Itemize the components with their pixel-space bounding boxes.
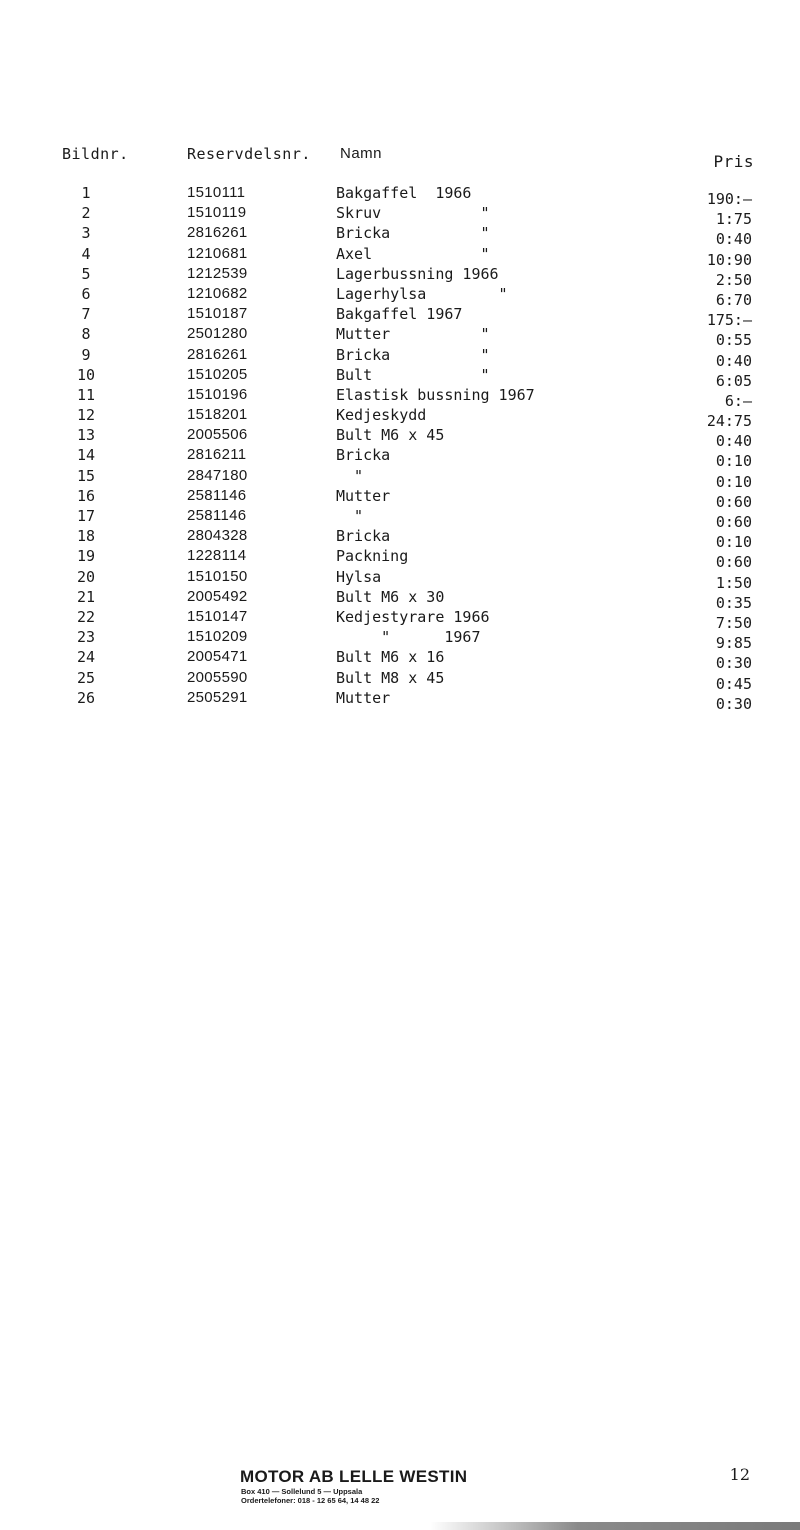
table-row [0,345,800,370]
namn-cell: Bult M6 x 16 [336,648,445,667]
pris-cell: 6:— [724,391,752,410]
bildnr-cell: 2 [81,204,91,223]
pris-cell: 0:60 [715,513,752,531]
bildnr-cell: 1 [81,184,91,202]
reservdelsnr-cell: 1510111 [187,184,246,201]
reservdelsnr-cell: 1212539 [187,264,248,282]
pris-cell: 0:30 [715,694,752,713]
pris-cell: 0:10 [715,452,752,471]
namn-cell: Hylsa [336,567,382,586]
pris-cell: 2:50 [715,270,752,289]
table-row [0,567,800,592]
table-row [0,587,800,612]
reservdelsnr-cell: 1510119 [187,204,247,222]
company-name: MOTOR AB LELLE WESTIN [240,1467,468,1486]
reservdelsnr-cell: 2005506 [187,426,248,444]
pris-cell: 24:75 [706,412,752,431]
company-address: Box 410 — Sollelund 5 — Uppsala [241,1487,363,1496]
reservdelsnr-cell: 2501280 [187,325,248,343]
table-row [0,224,800,249]
table-row [0,426,800,451]
namn-cell: " 1967 [336,628,481,647]
table-row [0,466,800,491]
table-row [0,668,800,693]
bildnr-cell: 15 [76,466,96,485]
bildnr-cell: 14 [76,446,96,465]
namn-cell: Bult M6 x 45 [336,426,445,445]
bildnr-cell: 9 [81,345,91,364]
bildnr-cell: 8 [81,325,91,344]
bildnr-cell: 7 [81,305,91,324]
table-row [0,204,800,229]
namn-cell: Mutter [336,688,391,707]
table-row [0,527,800,552]
namn-cell: Kedjestyrare 1966 [336,607,490,626]
bildnr-cell: 21 [76,587,96,606]
table-row [0,688,800,713]
reservdelsnr-cell: 2816261 [187,224,248,242]
namn-cell: Bakgaffel 1967 [336,305,463,324]
company-phones: Ordertelefoner: 018 - 12 65 64, 14 48 22 [241,1496,380,1505]
header-pris: Pris [713,152,754,171]
pris-cell: 0:10 [715,533,752,552]
namn-cell: Bricka [336,527,391,546]
pris-cell: 0:40 [715,432,752,451]
namn-cell: Kedjeskydd [336,406,427,425]
namn-cell: Skruv " [336,204,490,223]
table-row [0,244,800,269]
table-row [0,406,800,431]
table-row [0,507,800,531]
pris-cell: 0:45 [715,674,752,693]
pris-cell: 1:50 [715,573,752,592]
bildnr-cell: 20 [76,567,96,586]
reservdelsnr-cell: 1510196 [187,385,248,403]
namn-cell: Bricka " [336,224,490,243]
reservdelsnr-cell: 2581146 [187,486,247,504]
namn-cell: Bult M8 x 45 [336,668,445,687]
pris-cell: 6:70 [715,290,752,309]
reservdelsnr-cell: 2005590 [187,668,248,686]
reservdelsnr-cell: 2005471 [187,648,248,666]
header-reservdelsnr: Reservdelsnr. [187,145,311,163]
namn-cell: " [336,507,364,525]
table-row [0,446,800,471]
reservdelsnr-cell: 2816211 [187,446,247,464]
bildnr-cell: 10 [76,365,96,384]
pris-cell: 6:05 [715,371,752,390]
bildnr-cell: 22 [76,607,96,626]
reservdelsnr-cell: 1510150 [187,567,248,585]
pris-cell: 175:— [706,311,752,330]
namn-cell: Lagerbussning 1966 [336,264,499,283]
namn-cell: Mutter " [336,325,490,344]
table-row [0,365,800,390]
reservdelsnr-cell: 1510205 [187,365,248,383]
table-row [0,385,800,410]
pris-cell: 0:60 [715,553,752,572]
bildnr-cell: 23 [76,628,96,647]
namn-cell: Elastisk bussning 1967 [336,385,535,404]
reservdelsnr-cell: 2581146 [187,507,247,524]
namn-cell: Bricka [336,446,391,465]
reservdelsnr-cell: 1228114 [187,547,247,565]
bildnr-cell: 19 [76,547,96,566]
pris-cell: 10:90 [706,250,752,269]
bildnr-cell: 26 [76,688,96,707]
bildnr-cell: 13 [76,426,96,445]
namn-cell: Packning [336,547,409,566]
table-row [0,264,800,289]
table-row [0,325,800,350]
bildnr-cell: 12 [76,406,96,425]
pris-cell: 0:35 [715,593,752,612]
namn-cell: Lagerhylsa " [336,284,508,303]
table-row [0,305,800,330]
pris-cell: 1:75 [715,210,752,229]
scan-edge-shadow [430,1522,800,1530]
reservdelsnr-cell: 1510187 [187,305,248,323]
page-number: 12 [729,1465,750,1484]
bildnr-cell: 5 [81,264,91,283]
reservdelsnr-cell: 2804328 [187,527,248,545]
reservdelsnr-cell: 2005492 [187,587,248,605]
reservdelsnr-cell: 2847180 [187,466,248,484]
bildnr-cell: 16 [76,486,96,505]
pris-cell: 0:10 [715,472,752,491]
reservdelsnr-cell: 2816261 [187,345,248,363]
reservdelsnr-cell: 1210682 [187,284,248,302]
table-row [0,607,800,632]
namn-cell: Axel " [336,244,490,263]
namn-cell: Bult M6 x 30 [336,587,445,606]
pris-cell: 0:40 [715,230,752,249]
reservdelsnr-cell: 1510147 [187,607,248,625]
namn-cell: Bricka " [336,345,490,364]
pris-cell: 0:55 [715,331,752,350]
table-row [0,486,800,511]
bildnr-cell: 17 [76,507,96,525]
pris-cell: 190:— [706,190,752,208]
reservdelsnr-cell: 2505291 [187,688,248,706]
header-bildnr: Bildnr. [62,145,129,163]
bildnr-cell: 6 [81,284,91,303]
bildnr-cell: 24 [76,648,96,667]
bildnr-cell: 11 [76,385,96,404]
bildnr-cell: 18 [76,527,96,546]
header-namn: Namn [340,145,383,162]
table-row [0,284,800,309]
namn-cell: Mutter [336,486,391,505]
table-row [0,628,800,653]
pris-cell: 0:30 [715,654,752,673]
table-row [0,648,800,673]
bildnr-cell: 3 [81,224,91,243]
bildnr-cell: 4 [81,244,91,263]
pris-cell: 0:60 [715,492,752,511]
namn-cell: Bult " [336,365,490,384]
reservdelsnr-cell: 1210681 [187,244,248,262]
parts-table [0,184,800,713]
reservdelsnr-cell: 1510209 [187,628,248,646]
pris-cell: 9:85 [715,634,752,653]
namn-cell: " [336,466,364,485]
reservdelsnr-cell: 1518201 [187,406,248,424]
namn-cell: Bakgaffel 1966 [336,184,472,202]
table-row [0,547,800,572]
pris-cell: 7:50 [715,613,752,632]
bildnr-cell: 25 [76,668,96,687]
table-row [0,184,800,208]
pris-cell: 0:40 [715,351,752,370]
